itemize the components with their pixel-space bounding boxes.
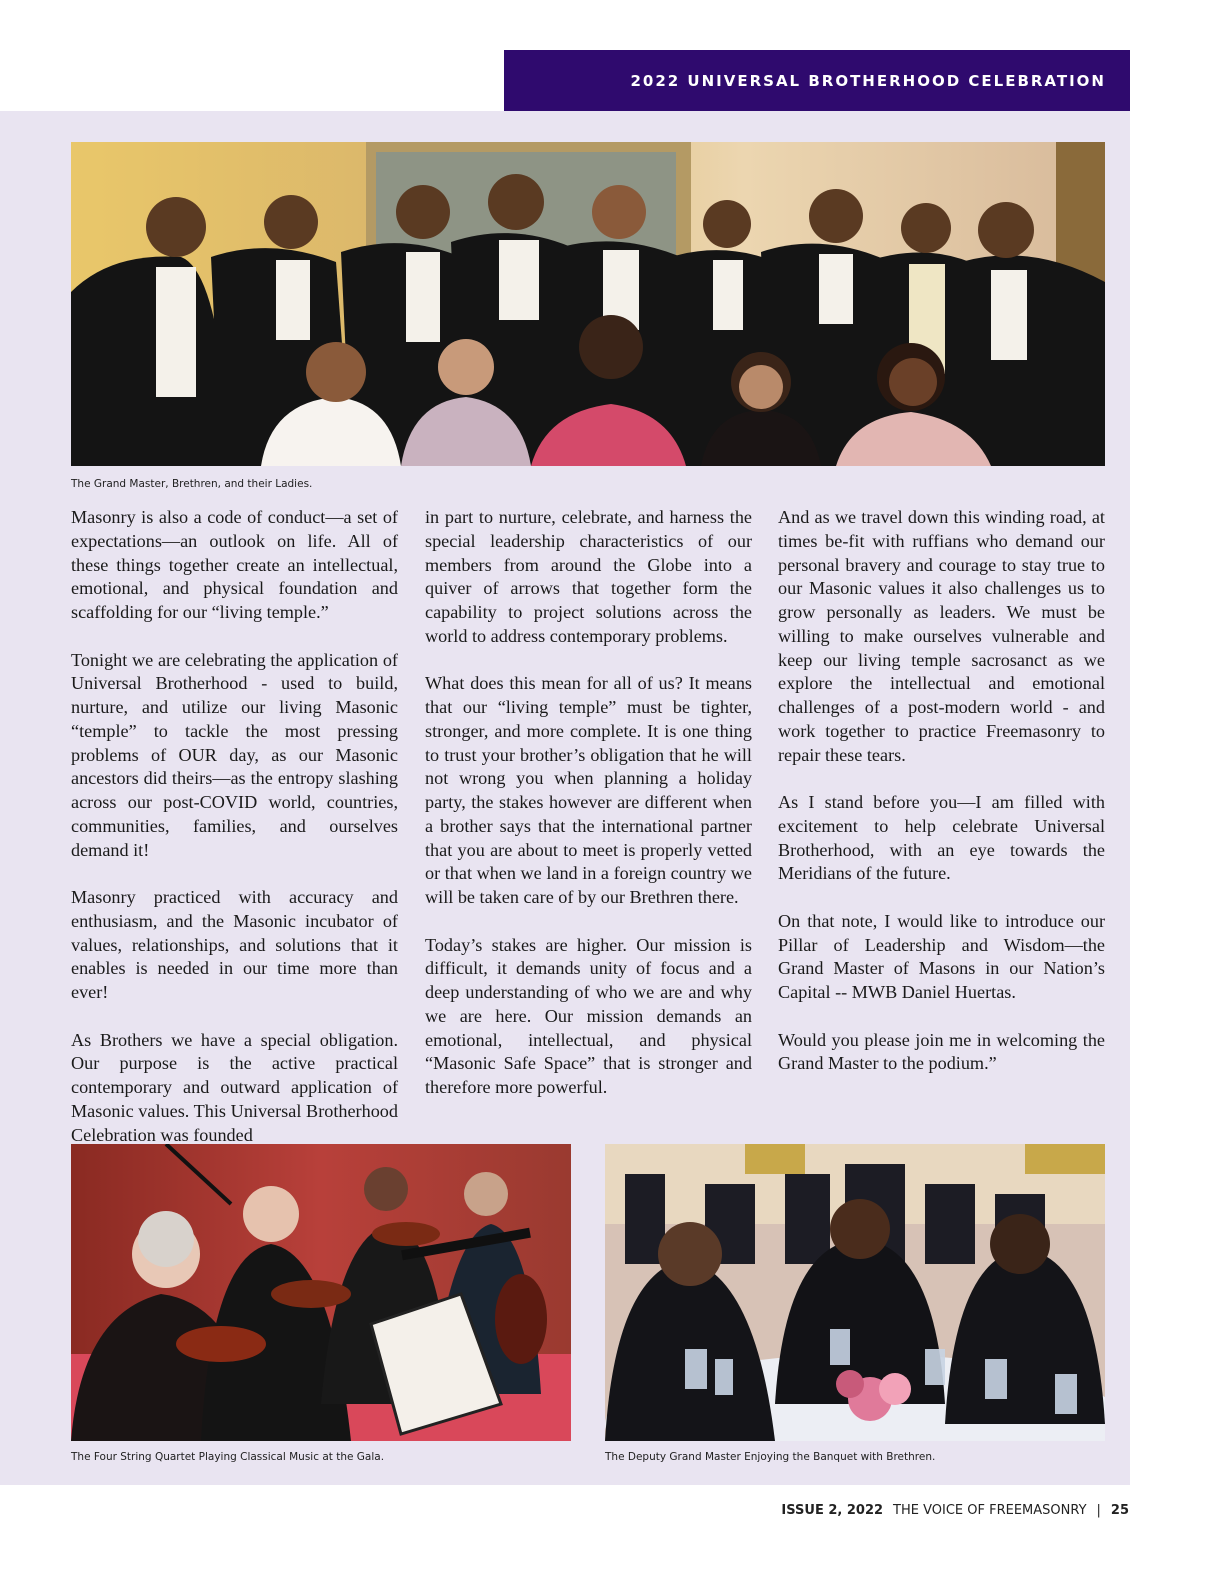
group-photo-caption: The Grand Master, Brethren, and their Ladies. <box>71 478 313 490</box>
section-header-title: 2022 UNIVERSAL BROTHERHOOD CELEBRATION <box>630 71 1106 90</box>
section-header-bar <box>504 50 1130 111</box>
banquet-photo-illustration <box>605 1144 1105 1441</box>
footer-separator: | <box>1096 1503 1101 1518</box>
banquet-photo-caption: The Deputy Grand Master Enjoying the Banquet with Brethren. <box>605 1451 936 1463</box>
article-paragraph: As Brothers we have a special obligation. Our purpose is the active practical contemporary and outward application of Masonic values. This Universal Brotherhood Celebration was founded <box>71 1029 398 1145</box>
article-column-1 <box>71 506 398 1147</box>
article-paragraph: On that note, I would like to introduce our Pillar of Leadership and Wisdom—the Grand Master of Masons in our Nation’s Capital -- MWB Daniel Huertas. <box>778 910 1105 1002</box>
page-footer <box>781 1503 1129 1518</box>
article-paragraph: Would you please join me in welcoming the Grand Master to the podium.” <box>778 1029 1105 1074</box>
group-photo <box>71 142 1105 466</box>
article-paragraph: in part to nurture, celebrate, and harness the special leadership characteristics of our members from around the Globe into a quiver of arrows that together form the capability to project solutions across the world to address contemporary problems. <box>425 507 752 646</box>
article-paragraph: As I stand before you—I am filled with excitement to help celebrate Universal Brotherhood, with an eye towards the Meridians of the future. <box>778 792 1105 884</box>
article-paragraph: Masonry practiced with accuracy and enthusiasm, and the Masonic incubator of values, relationships, and solutions that it enables is needed in our time more than ever! <box>71 887 398 1002</box>
article-paragraph: Masonry is also a code of conduct—a set of expectations—an outlook on life. All of these things together create an intellectual, emotional, and physical foundation and scaffolding for our “living temple.” <box>71 507 398 622</box>
article-column-2 <box>425 506 752 1100</box>
article-column-3 <box>778 506 1105 1076</box>
quartet-photo <box>71 1144 571 1441</box>
footer-publication: THE VOICE OF FREEMASONRY <box>893 1503 1087 1518</box>
article-paragraph: What does this mean for all of us? It means that our “living temple” must be tighter, stronger, and more complete. It is one thing to trust your brother’s obligation that he will not wrong you when planning a holiday party, the stakes however are different when a brother says that the international partner that you are about to meet is properly vetted or that when we land in a foreign country we will be taken care of by our Brethren there. <box>425 673 752 907</box>
quartet-photo-illustration <box>71 1144 571 1441</box>
footer-issue: ISSUE 2, 2022 <box>781 1503 884 1518</box>
article-paragraph: Today’s stakes are higher. Our mission is difficult, it demands unity of focus and a deep understanding of who we are and why we are here. Our mission demands an emotional, intellectual, and physical “Masonic Safe Space” that is stronger and therefore more powerful. <box>425 934 752 1097</box>
banquet-photo <box>605 1144 1105 1441</box>
article-paragraph: And as we travel down this winding road, at times be-fit with ruffians who demand our personal bravery and courage to stay true to our Masonic values it also challenges us to grow personally as leaders. We must be willing to make ourselves vulnerable and keep our living temple sacrosanct as we explore the intellectual and emotional challenges of a post-modern world - and work together to practice Freemasonry to repair these tears. <box>778 507 1105 765</box>
article-paragraph: Tonight we are celebrating the application of Universal Brotherhood - used to build, nurture, and utilize our living Masonic “temple” to tackle the most pressing problems of OUR day, as our Masonic ancestors did theirs—as the entropy slashing across our post-COVID world, countries, communities, families, and ourselves demand it! <box>71 649 398 860</box>
group-photo-illustration <box>71 142 1105 466</box>
footer-page-number: 25 <box>1110 1503 1129 1518</box>
quartet-photo-caption: The Four String Quartet Playing Classical Music at the Gala. <box>71 1451 385 1463</box>
